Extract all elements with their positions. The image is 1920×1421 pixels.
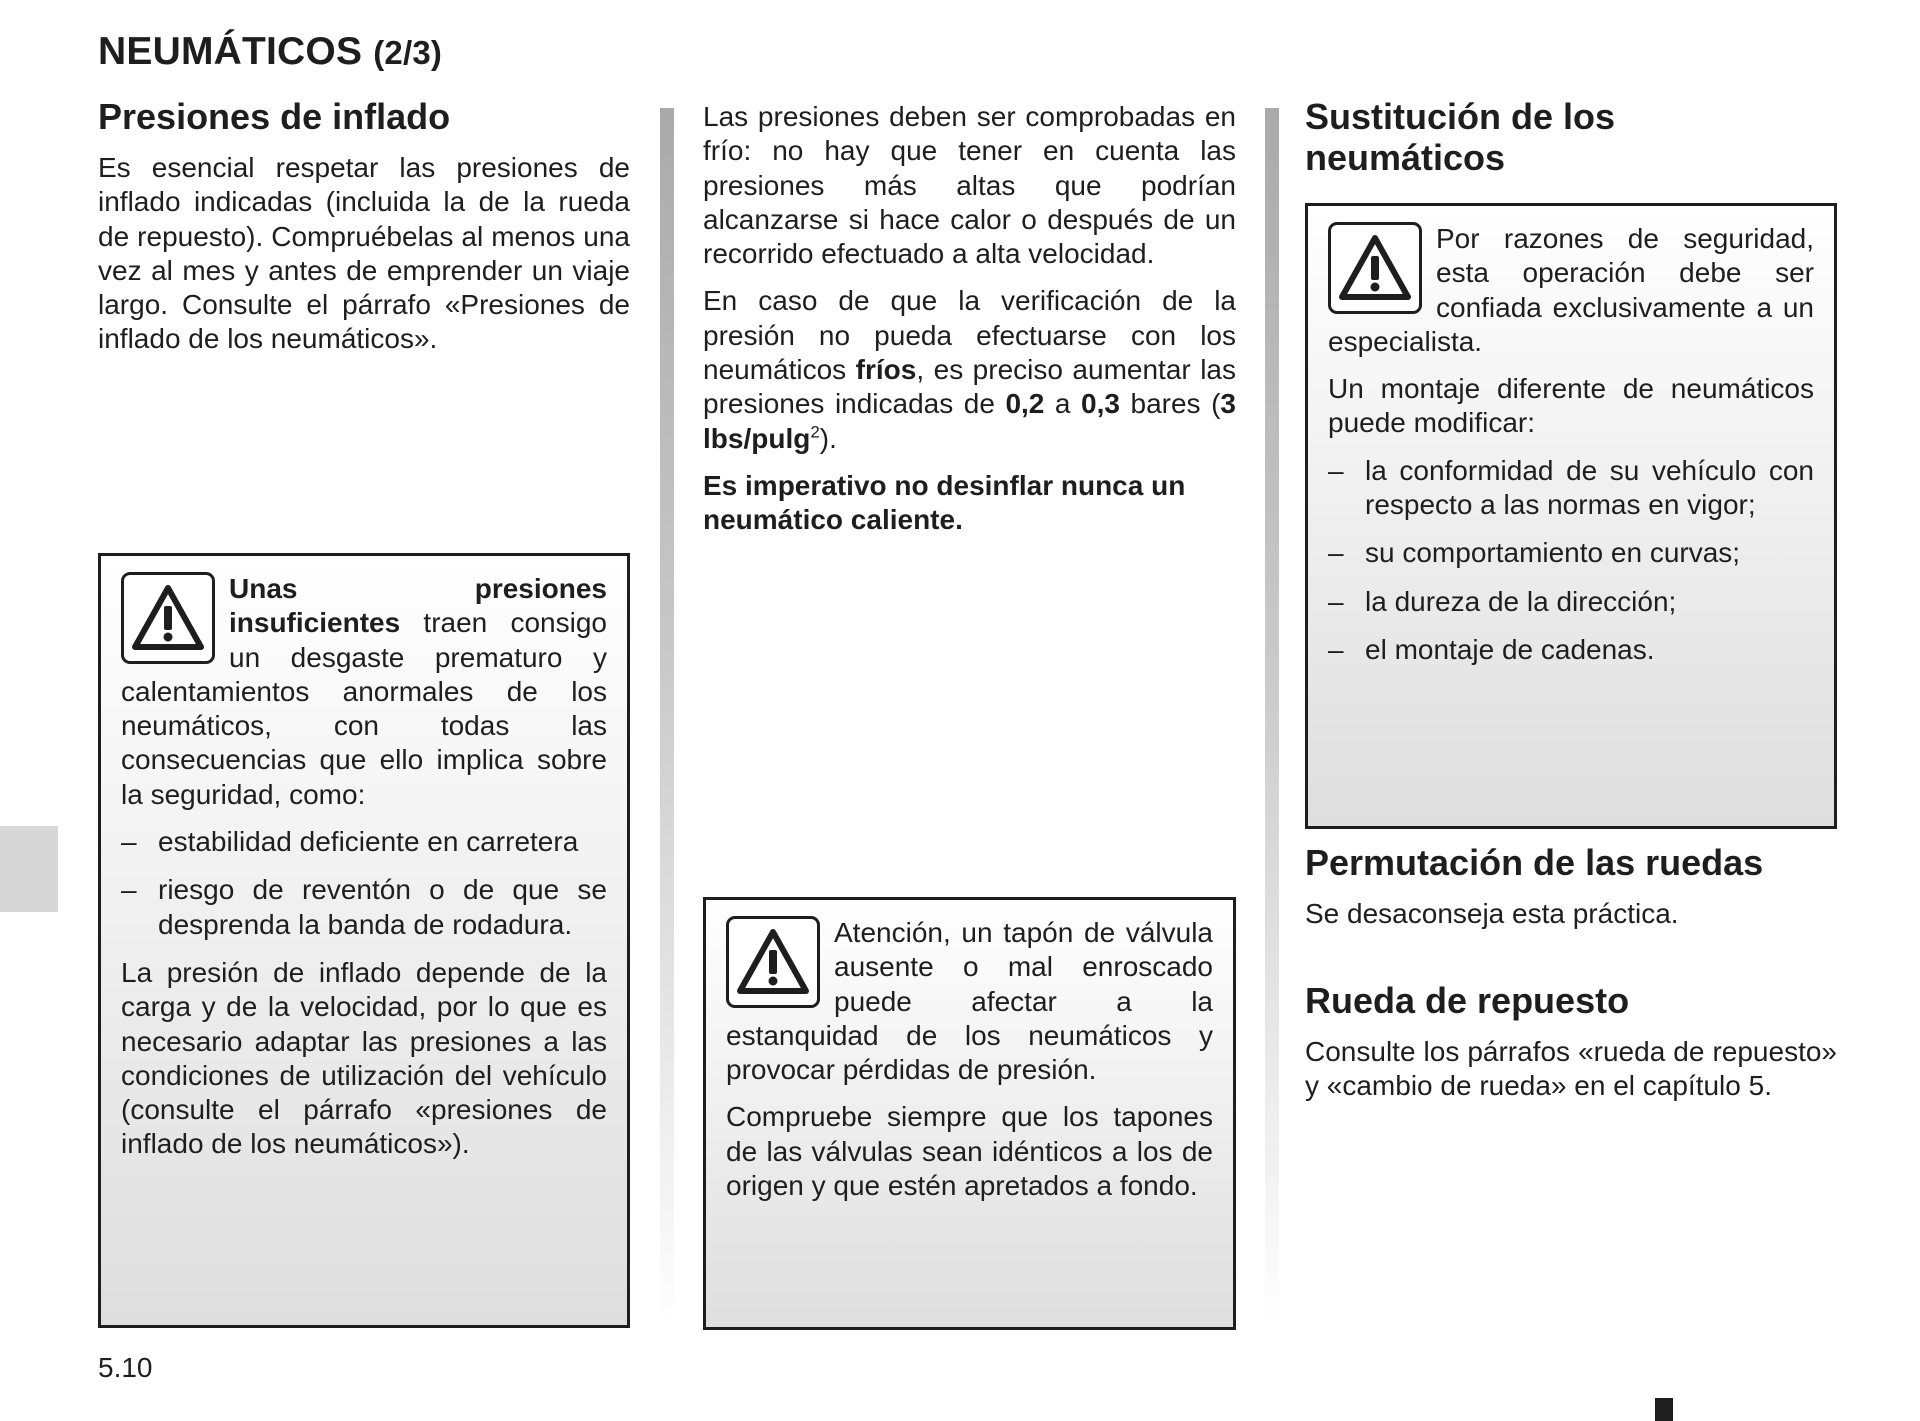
mounting-effects-list bbox=[1328, 454, 1814, 667]
warning-consequences-list bbox=[121, 825, 607, 942]
text-run: En caso de que la verificación de la presión no pueda efectuarse con los neumáticos bbox=[703, 285, 1236, 386]
section-heading-rueda-repuesto: Rueda de repuesto bbox=[1305, 980, 1630, 1021]
list-item: – la dureza de la dirección; bbox=[1328, 585, 1814, 619]
warning-triangle-icon bbox=[726, 916, 820, 1008]
unit-text: 3 lbs/pulg bbox=[703, 388, 1236, 454]
list-item: – la conformidad de su vehículo con respecto a las normas en vigor; bbox=[1328, 454, 1814, 523]
section-heading-sustitucion: Sustitución de los neumáticos bbox=[1305, 96, 1616, 178]
list-item: – su comportamiento en curvas; bbox=[1328, 536, 1814, 570]
warning-lead-rest: traen consigo un desgaste prematuro y calentamientos anormales de los neumáticos, con todas las consecuencias que ello implica sobre la seguridad, como: bbox=[121, 607, 607, 810]
column-1 bbox=[98, 96, 630, 370]
column-separator-2 bbox=[1265, 108, 1279, 1330]
text-run: , es preciso aumentar las presiones indicadas de bbox=[703, 354, 1236, 420]
column-2 bbox=[703, 100, 1236, 551]
text-run: a bbox=[1044, 388, 1082, 420]
page-number: 5.10 bbox=[98, 1352, 153, 1383]
warning-triangle-icon bbox=[121, 572, 215, 664]
valve-warning-paragraph: Atención, un tapón de válvula ausente o mal enroscado puede afectar a la estanquidad de los neumáticos y provocar pérdidas de presión. bbox=[726, 917, 1213, 1086]
bold-run: 0,2 bbox=[1005, 388, 1045, 420]
specialist-paragraph: Por razones de seguridad, esta operación debe ser confiada exclusivamente a un especialista. bbox=[1328, 223, 1814, 357]
warm-pressure-paragraph bbox=[703, 284, 1236, 455]
list-item: – el montaje de cadenas. bbox=[1328, 633, 1814, 667]
chapter-tab bbox=[0, 826, 58, 912]
warning-closing: La presión de inflado depende de la carga y de la velocidad, por lo que es necesario adaptar las presiones a las condiciones de utilización del vehículo (consulte el párrafo «presiones de inflado de los neumáticos»). bbox=[121, 956, 607, 1160]
page-title-text: NEUMÁTICOS bbox=[98, 30, 363, 73]
warning-box-underinflation bbox=[98, 553, 630, 1328]
warning-lead-bold: Unas presiones insuficientes bbox=[229, 573, 607, 639]
rueda-repuesto-paragraph: Consulte los párrafos «rueda de repuesto» y «cambio de rueda» en el capítulo 5. bbox=[1305, 1036, 1837, 1102]
list-item: – riesgo de reventón o de que se desprenda la banda de rodadura. bbox=[121, 873, 607, 942]
text-run: ). bbox=[819, 422, 837, 454]
valve-check-paragraph: Compruebe siempre que los tapones de las válvulas sean idénticos a los de origen y que estén apretados a fondo. bbox=[726, 1101, 1213, 1202]
section-heading-permutacion: Permutación de las ruedas bbox=[1305, 842, 1764, 883]
mounting-paragraph: Un montaje diferente de neumáticos puede modificar: bbox=[1328, 373, 1814, 439]
bold-run: Es imperativo no desinflar nunca un neumático caliente. bbox=[703, 469, 1186, 536]
warning-triangle-icon bbox=[1328, 222, 1422, 314]
text-run: bares ( bbox=[1119, 388, 1221, 420]
section-heading-presiones: Presiones de inflado bbox=[98, 96, 451, 137]
superscript: 2 bbox=[810, 422, 820, 442]
column-separator-1 bbox=[660, 108, 674, 1330]
page-title bbox=[98, 30, 442, 74]
page-title-part: (2/3) bbox=[373, 34, 443, 71]
intro-paragraph: Es esencial respetar las presiones de inflado indicadas (incluida la de la rueda de repuesto). Compruébelas al menos una vez al mes y antes de emprender un viaje largo. Consulte el párrafo «Presiones de inflado de los neumáticos». bbox=[98, 152, 630, 355]
permutacion-paragraph: Se desaconseja esta práctica. bbox=[1305, 898, 1679, 929]
imperative-paragraph bbox=[703, 469, 1236, 538]
bold-run: 0,3 bbox=[1081, 388, 1120, 420]
page-end-marker bbox=[1655, 1398, 1673, 1421]
bold-run: fríos bbox=[855, 354, 917, 386]
warning-box-replacement bbox=[1305, 203, 1837, 829]
warning-box-valve-cap bbox=[703, 897, 1236, 1330]
list-item: – estabilidad deficiente en carretera bbox=[121, 825, 607, 859]
section-rueda-repuesto bbox=[1305, 980, 1837, 1117]
section-permutacion bbox=[1305, 842, 1837, 944]
cold-check-paragraph: Las presiones deben ser comprobadas en frío: no hay que tener en cuenta las presiones más altas que podrían alcanzarse si hace calor o después de un recorrido efectuado a alta velocidad. bbox=[703, 101, 1236, 270]
column-3 bbox=[1305, 96, 1837, 192]
